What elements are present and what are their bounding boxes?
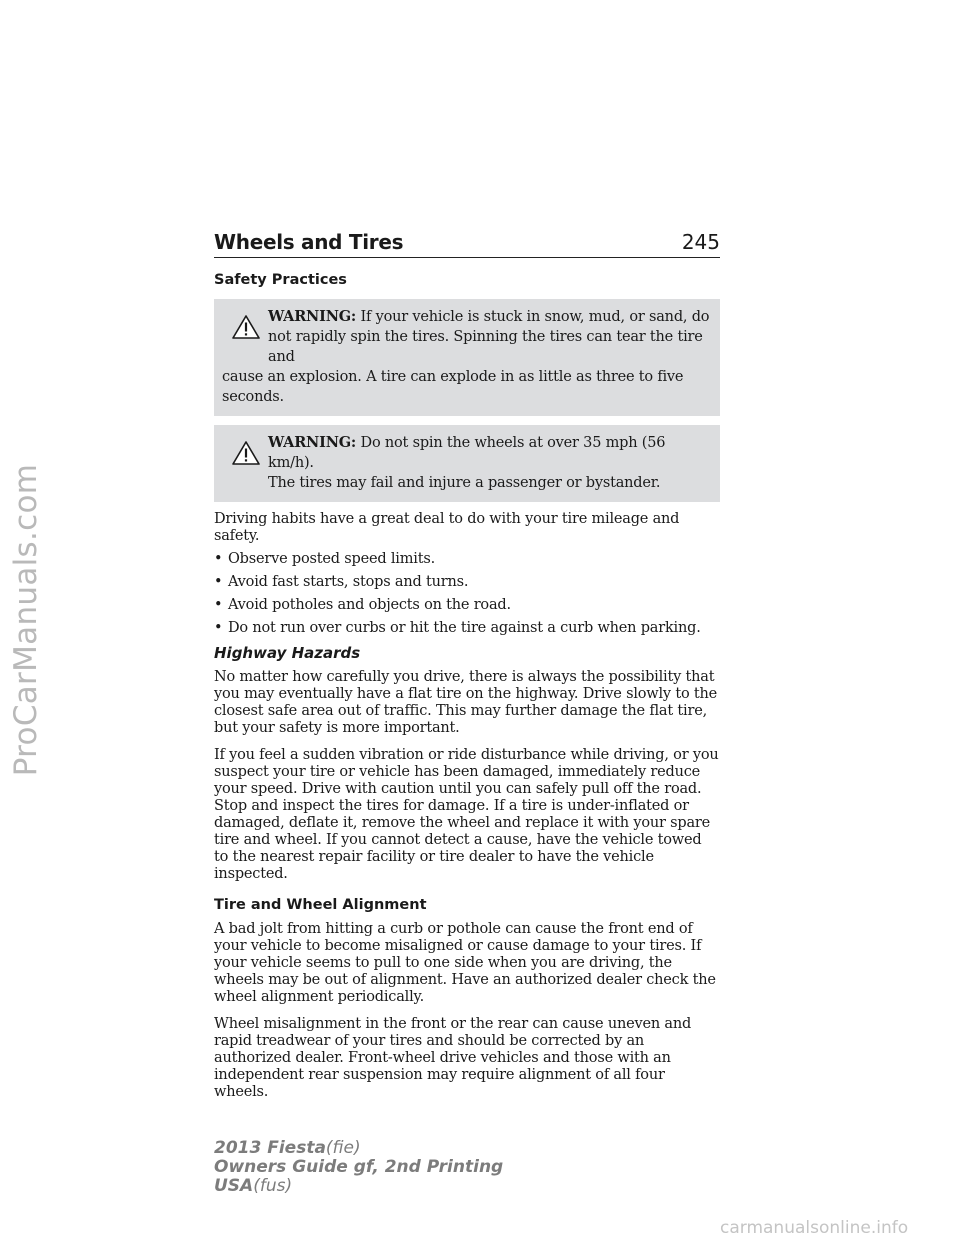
side-watermark-text: ProCarManuals.com — [8, 463, 44, 777]
safety-tips-list — [214, 551, 720, 637]
safety-practices-heading: Safety Practices — [214, 272, 347, 288]
page-header — [214, 230, 720, 258]
warning-text-rest: cause an explosion. A tire can explode in as little as three to five seconds. — [222, 369, 684, 405]
list-item-text: Avoid potholes and objects on the road. — [228, 597, 511, 613]
page-content — [214, 230, 720, 1101]
highway-paragraph-2: If you feel a sudden vibration or ride disturbance while driving, or you suspect your tire or vehicle has been damaged, immediately reduce your speed. Drive with caution until you can safely pull off the road. Stop and inspect the tires for damage. If a tire is under-inflated or damaged, deflate it, remove the wheel and replace it with your spare tire and wheel. If you cannot detect a cause, have the vehicle towed to the nearest repair facility or tire dealer to have the vehicle inspected. — [214, 747, 719, 882]
warning-keyword: WARNING: — [268, 434, 357, 451]
bullet-icon: • — [214, 620, 223, 636]
warning-triangle-icon — [231, 314, 261, 340]
list-item — [214, 620, 720, 637]
alignment-paragraph-2: Wheel misalignment in the front or the rear can cause uneven and rapid treadwear of your tires and should be corrected by an authorized dealer. Front-wheel drive vehicles and those with an independent rear suspension may require alignment of all four wheels. — [214, 1016, 692, 1100]
footer-guide: Owners Guide gf, 2nd Printing — [214, 1157, 504, 1177]
list-item — [214, 597, 720, 614]
bullet-icon: • — [214, 597, 223, 613]
warning-text-line2: The tires may fail and injure a passenger or bystander. — [268, 475, 661, 491]
list-item-text: Observe posted speed limits. — [228, 551, 435, 567]
highway-paragraph-1: No matter how carefully you drive, there is always the possibility that you may eventually have a flat tire on the highway. Drive slowly to the closest safe area out of traffic. This may further damage the flat tire, but your safety is more important. — [214, 669, 718, 736]
side-watermark — [4, 340, 48, 900]
bullet-icon: • — [214, 574, 223, 590]
warning-box-1 — [214, 299, 720, 416]
page-number: 245 — [681, 230, 720, 254]
footer-model-code: (fie) — [325, 1138, 361, 1158]
site-watermark: carmanualsonline.info — [720, 1218, 909, 1238]
footer-market: USA — [214, 1176, 254, 1196]
list-item-text: Do not run over curbs or hit the tire against a curb when parking. — [228, 620, 701, 636]
bullet-icon: • — [214, 551, 223, 567]
list-item — [214, 574, 720, 591]
driving-habits-intro: Driving habits have a great deal to do with your tire mileage and safety. — [214, 511, 680, 544]
warning-triangle-icon — [231, 440, 261, 466]
list-item — [214, 551, 720, 568]
alignment-heading: Tire and Wheel Alignment — [214, 897, 427, 913]
warning-text-line1: If your vehicle is stuck in snow, mud, or sand, do — [360, 309, 710, 325]
warning-keyword: WARNING: — [268, 308, 357, 325]
warning-text-line2: not rapidly spin the tires. Spinning the tires can tear the tire and — [268, 329, 703, 365]
footer-publication-info — [214, 1139, 503, 1196]
footer-model: 2013 Fiesta — [214, 1138, 326, 1158]
alignment-paragraph-1: A bad jolt from hitting a curb or pothole can cause the front end of your vehicle to become misaligned or cause damage to your tires. If your vehicle seems to pull to one side when you are driving, the wheels may be out of alignment. Have an authorized dealer check the wheel alignment periodically. — [214, 921, 716, 1005]
warning-box-2 — [214, 425, 720, 502]
warning-text-line1: Do not spin the wheels at over 35 mph (56 km/h). — [268, 435, 666, 471]
section-title: Wheels and Tires — [214, 230, 404, 254]
list-item-text: Avoid fast starts, stops and turns. — [228, 574, 469, 590]
highway-hazards-heading: Highway Hazards — [214, 644, 361, 662]
footer-market-code: (fus) — [253, 1176, 293, 1196]
